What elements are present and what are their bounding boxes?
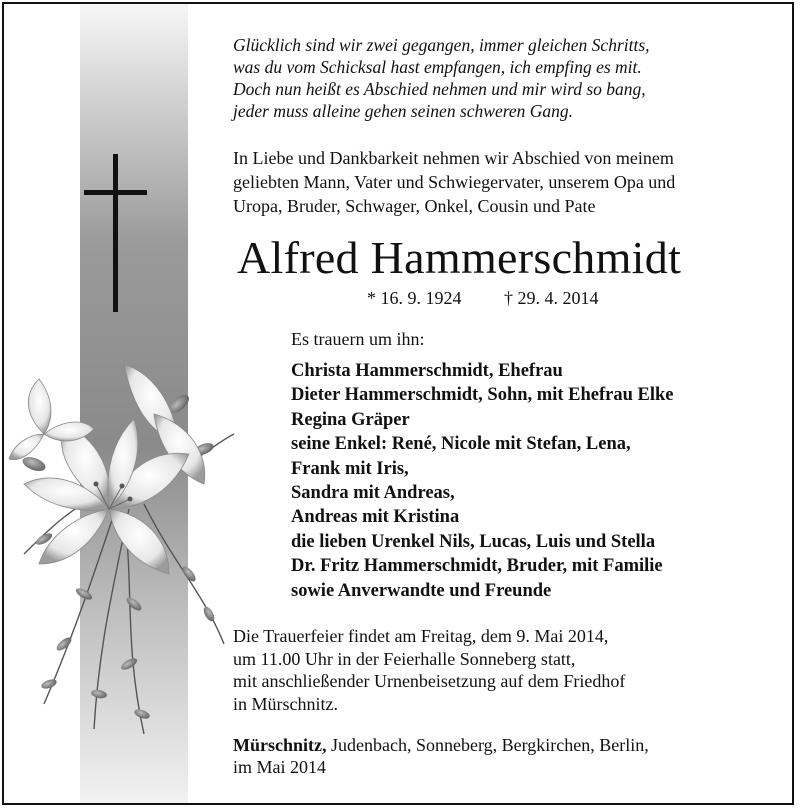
obituary-notice — [2, 2, 794, 805]
birth-date: * 16. 9. 1924 — [367, 288, 462, 308]
mourner-line: Dr. Fritz Hammerschmidt, Bruder, mit Familie — [291, 556, 663, 577]
poem-line: jeder muss alleine gehen seinen schweren Gang. — [233, 101, 574, 121]
deceased-name: Alfred Hammerschmidt — [237, 232, 682, 283]
mourner-line: Dieter Hammerschmidt, Sohn, mit Ehefrau Elke — [291, 385, 674, 406]
funeral-line: um 11.00 Uhr in der Feierhalle Sonneberg statt, — [233, 648, 576, 669]
mourners-list — [291, 359, 673, 603]
intro-line: Uropa, Bruder, Schwager, Onkel, Cousin und Pate — [233, 196, 596, 216]
places-and-date — [233, 734, 649, 778]
lily-flower-arrangement — [4, 344, 244, 744]
poem-line: Glücklich sind wir zwei gegangen, immer gleichen Schritts, — [233, 35, 650, 55]
intro-line: geliebten Mann, Vater und Schwiegervater, unserem Opa und — [233, 172, 676, 192]
life-dates — [367, 288, 599, 309]
mourner-line: Andreas mit Kristina — [291, 507, 460, 528]
mourner-line: seine Enkel: René, Nicole mit Stefan, Lena, — [291, 434, 631, 455]
funeral-line: mit anschließender Urnenbeisetzung auf dem Friedhof — [233, 671, 626, 692]
farewell-intro — [233, 146, 793, 218]
mourner-line: Sandra mit Andreas, — [291, 483, 455, 504]
poem-line: was du vom Schicksal hast empfangen, ich empfing es mit. — [233, 57, 642, 77]
mourner-line: Christa Hammerschmidt, Ehefrau — [291, 361, 563, 381]
funeral-line: in Mürschnitz. — [233, 693, 338, 714]
death-date: † 29. 4. 2014 — [504, 288, 599, 308]
intro-line: In Liebe und Dankbarkeit nehmen wir Abschied von meinem — [233, 148, 674, 168]
places-rest: Judenbach, Sonneberg, Bergkirchen, Berlin, — [326, 735, 649, 755]
mourner-line: die lieben Urenkel Nils, Lucas, Luis und Stella — [291, 531, 656, 552]
notice-date: im Mai 2014 — [233, 757, 326, 777]
poem-line: Doch nun heißt es Abschied nehmen und mir wird so bang, — [233, 79, 646, 99]
funeral-details — [233, 625, 625, 715]
mourner-line: Frank mit Iris, — [291, 458, 409, 479]
places-line — [233, 734, 649, 756]
funeral-line: Die Trauerfeier findet am Freitag, dem 9. Mai 2014, — [233, 626, 609, 646]
mourner-line: Regina Gräper — [291, 409, 410, 430]
poem — [233, 34, 793, 122]
mourners-heading: Es trauern um ihn: — [291, 329, 425, 349]
places-first: Mürschnitz, — [233, 735, 327, 755]
mourner-line: sowie Anverwandte und Freunde — [291, 580, 552, 601]
